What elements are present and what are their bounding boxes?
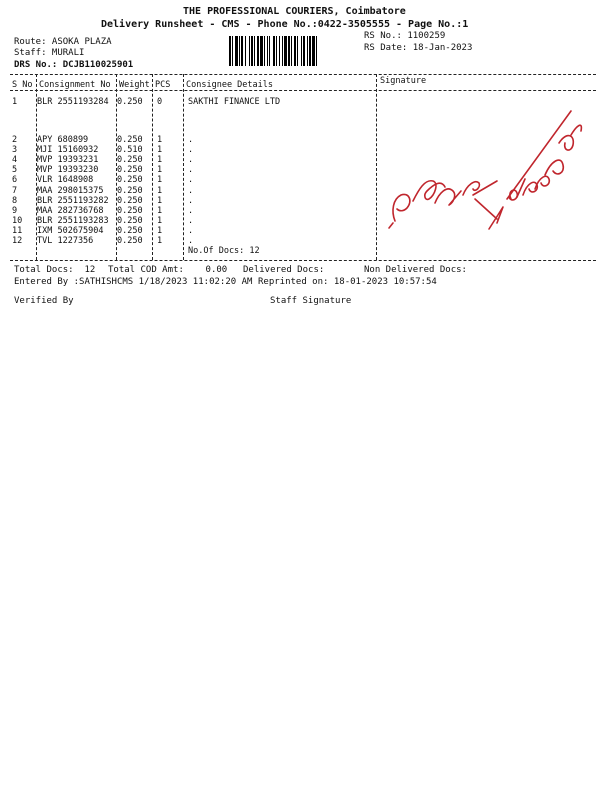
row-pcs: 1 bbox=[157, 216, 163, 226]
row-weight: 0.250 bbox=[117, 155, 143, 165]
table-bottom-rule bbox=[10, 260, 596, 261]
row-consignment-no: BLR 2551193283 bbox=[37, 216, 109, 226]
row-consignment-no: MVP 19393231 bbox=[37, 155, 99, 165]
row-sno: 5 bbox=[12, 165, 18, 175]
total-cod: Total COD Amt: 0.00 bbox=[108, 265, 228, 275]
row-sno: 2 bbox=[12, 135, 18, 145]
row-sno: 3 bbox=[12, 145, 18, 155]
row-consignee: SAKTHI FINANCE LTD bbox=[188, 97, 281, 107]
row-pcs: 1 bbox=[157, 175, 163, 185]
runsheet-title: Delivery Runsheet - CMS - Phone No.:0422-3505555 - Page No.:1 bbox=[101, 19, 469, 30]
row-pcs: 1 bbox=[157, 186, 163, 196]
row-consignment-no: MAA 298015375 bbox=[37, 186, 104, 196]
table-header-rule bbox=[10, 90, 596, 91]
row-pcs: 0 bbox=[157, 97, 163, 107]
rs-date: RS Date: 18-Jan-2023 bbox=[364, 43, 473, 53]
staff-label: Staff: MURALI bbox=[14, 48, 85, 58]
row-weight: 0.250 bbox=[117, 206, 143, 216]
row-consignment-no: MJI 15160932 bbox=[37, 145, 99, 155]
row-pcs: 1 bbox=[157, 206, 163, 216]
row-pcs: 1 bbox=[157, 196, 163, 206]
row-weight: 0.510 bbox=[117, 145, 143, 155]
row-consignment-no: VLR 1648908 bbox=[37, 175, 94, 185]
header-sno: S No bbox=[12, 80, 33, 90]
row-sno: 1 bbox=[12, 97, 18, 107]
header-signature: Signature bbox=[380, 76, 427, 86]
row-weight: 0.250 bbox=[117, 236, 143, 246]
row-consignment-no: MVP 19393230 bbox=[37, 165, 99, 175]
total-docs: Total Docs: 12 bbox=[14, 265, 96, 275]
row-consignee: . bbox=[188, 165, 194, 175]
row-weight: 0.250 bbox=[117, 135, 143, 145]
row-weight: 0.250 bbox=[117, 226, 143, 236]
row-consignee: . bbox=[188, 236, 194, 246]
row-consignee: . bbox=[188, 175, 194, 185]
row-consignment-no: BLR 2551193284 bbox=[37, 97, 109, 107]
row-sno: 4 bbox=[12, 155, 18, 165]
row-consignee: . bbox=[188, 186, 194, 196]
rs-number: RS No.: 1100259 bbox=[364, 31, 446, 41]
row-sno: 9 bbox=[12, 206, 18, 216]
row-pcs: 1 bbox=[157, 165, 163, 175]
row-consignment-no: APY 680899 bbox=[37, 135, 89, 145]
table-top-rule bbox=[10, 74, 596, 75]
row-weight: 0.250 bbox=[117, 165, 143, 175]
row-weight: 0.250 bbox=[117, 175, 143, 185]
row-consignment-no: TVL 1227356 bbox=[37, 236, 94, 246]
row-consignee: . bbox=[188, 226, 194, 236]
row-consignment-no: BLR 2551193282 bbox=[37, 196, 109, 206]
col-divider bbox=[183, 74, 184, 260]
non-delivered-docs: Non Delivered Docs: bbox=[364, 265, 467, 275]
row-consignee: . bbox=[188, 135, 194, 145]
row-sno: 6 bbox=[12, 175, 18, 185]
drs-number: DRS No.: DCJB110025901 bbox=[14, 60, 134, 70]
reprinted-on: Reprinted on: 18-01-2023 10:57:54 bbox=[258, 277, 437, 287]
barcode-image bbox=[229, 36, 353, 66]
row-pcs: 1 bbox=[157, 236, 163, 246]
row-consignment-no: IXM 502675904 bbox=[37, 226, 104, 236]
row-consignee: . bbox=[188, 145, 194, 155]
header-consignment: Consignment No bbox=[39, 80, 111, 90]
handwritten-signature bbox=[375, 95, 585, 245]
row-weight: 0.250 bbox=[117, 216, 143, 226]
row-weight: 0.250 bbox=[117, 97, 143, 107]
header-consignee: Consignee Details bbox=[186, 80, 273, 90]
row-sno: 10 bbox=[12, 216, 23, 226]
row-sno: 12 bbox=[12, 236, 23, 246]
header-weight: Weight bbox=[119, 80, 150, 90]
row-sno: 11 bbox=[12, 226, 23, 236]
row-pcs: 1 bbox=[157, 135, 163, 145]
col-divider bbox=[152, 74, 153, 260]
header-pcs: PCS bbox=[155, 80, 171, 90]
row-sno: 7 bbox=[12, 186, 18, 196]
entered-by: Entered By :SATHISHCMS 1/18/2023 11:02:20 AM bbox=[14, 277, 253, 287]
row-pcs: 1 bbox=[157, 145, 163, 155]
row-weight: 0.250 bbox=[117, 186, 143, 196]
verified-by: Verified By bbox=[14, 296, 74, 306]
row-consignment-no: MAA 282736768 bbox=[37, 206, 104, 216]
row-consignee: . bbox=[188, 196, 194, 206]
row-sno: 8 bbox=[12, 196, 18, 206]
row-consignee: . bbox=[188, 206, 194, 216]
row-consignee: . bbox=[188, 216, 194, 226]
row-consignee: . bbox=[188, 155, 194, 165]
row-weight: 0.250 bbox=[117, 196, 143, 206]
route-label: Route: ASOKA PLAZA bbox=[14, 37, 112, 47]
delivered-docs: Delivered Docs: bbox=[243, 265, 325, 275]
row-pcs: 1 bbox=[157, 226, 163, 236]
row-pcs: 1 bbox=[157, 155, 163, 165]
company-title: THE PROFESSIONAL COURIERS, Coimbatore bbox=[183, 6, 406, 17]
no-of-docs: No.Of Docs: 12 bbox=[188, 246, 260, 256]
staff-signature: Staff Signature bbox=[270, 296, 352, 306]
